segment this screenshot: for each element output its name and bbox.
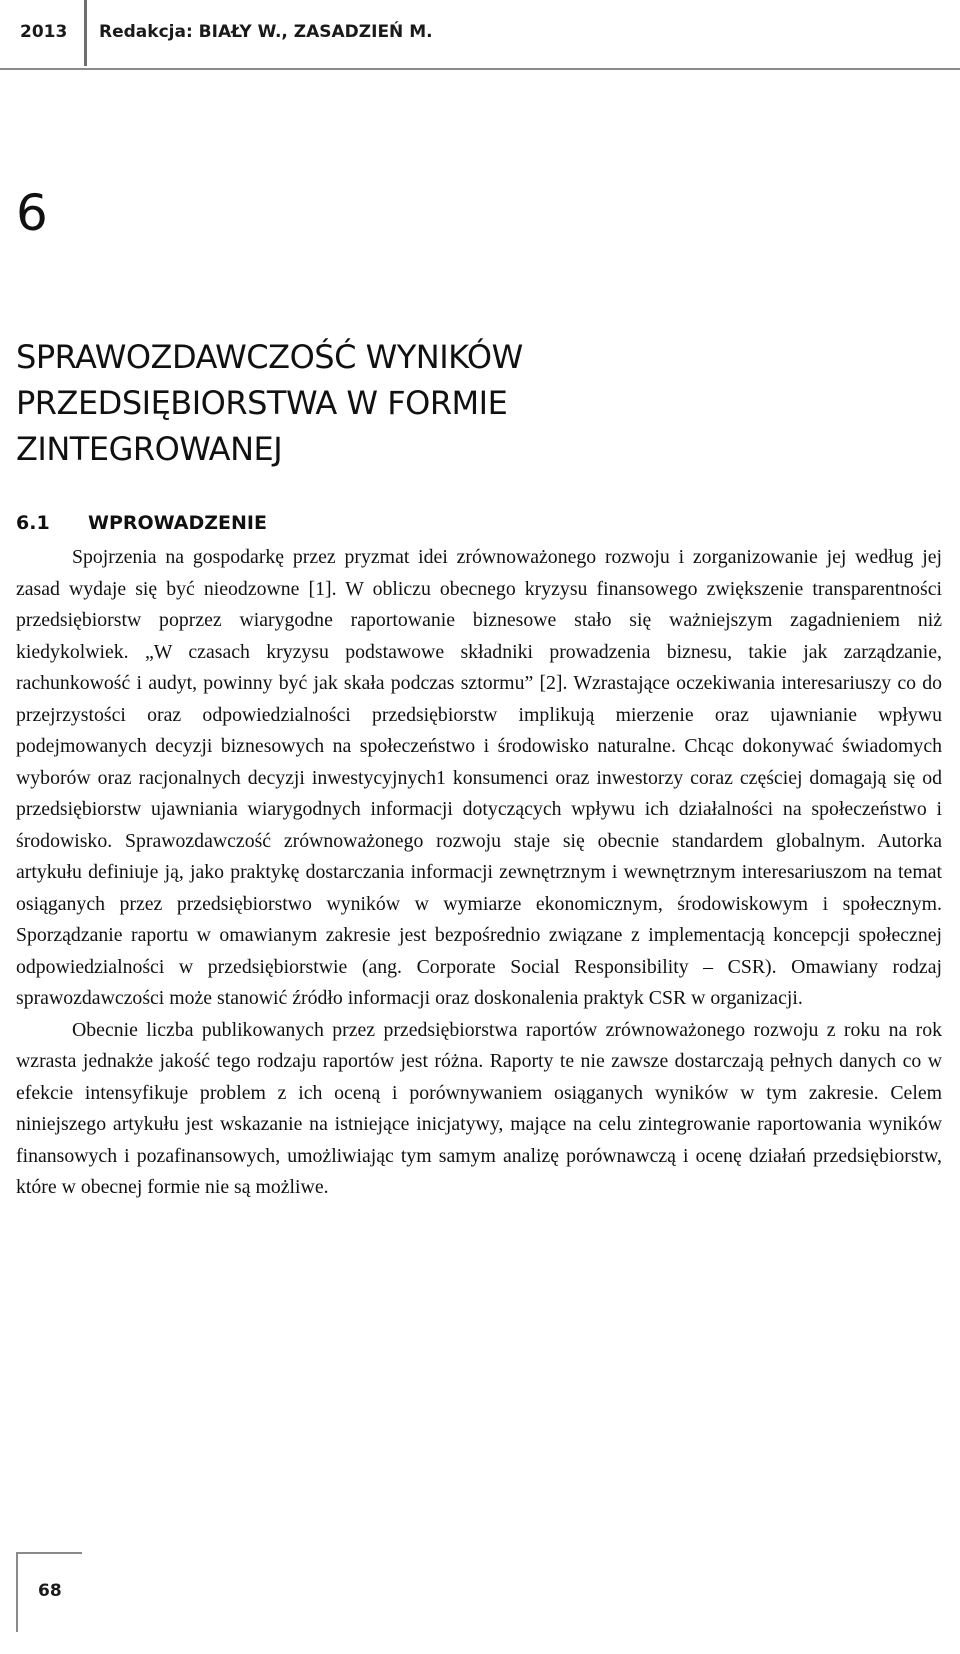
body-text [16, 542, 942, 1204]
header-horizontal-divider [0, 68, 960, 70]
chapter-title-line: SPRAWOZDAWCZOŚĆ WYNIKÓW [16, 338, 523, 376]
section-title: WPROWADZENIE [88, 512, 267, 534]
page-number: 68 [38, 1581, 62, 1601]
chapter-title [16, 334, 916, 472]
header-editors: Redakcja: BIAŁY W., ZASADZIEŃ M. [99, 22, 433, 42]
header-year: 2013 [20, 22, 68, 42]
chapter-title-line: PRZEDSIĘBIORSTWA W FORMIE [16, 384, 508, 422]
chapter-title-line: ZINTEGROWANEJ [16, 430, 283, 468]
header-vertical-divider [84, 0, 87, 66]
section-number: 6.1 [16, 512, 50, 534]
paragraph: Obecnie liczba publikowanych przez przedsiębiorstwa raportów zrównoważonego rozwoju z roku na rok wzrasta jednakże jakość tego rodzaju raportów jest różna. Raporty te nie zawsze dostarczają pełnych danych co w efekcie intensyfikuje problem z ich oceną i porównywaniem osiąganych wyników w tym zakresie. Celem niniejszego artykułu jest wskazanie na istniejące inicjatywy, mające na celu zintegrowanie raportowania wyników finansowych i pozafinansowych, umożliwiając tym samym analizę porównawczą i ocenę działań przedsiębiorstw, które w obecnej formie nie są możliwe. [16, 1018, 942, 1198]
chapter-number: 6 [16, 184, 48, 242]
running-header [0, 0, 960, 70]
paragraph: Spojrzenia na gospodarkę przez pryzmat idei zrównoważonego rozwoju i zorganizowanie jej według jej zasad wydaje się być nieodzowne [1]. W obliczu obecnego kryzysu finansowego zwiększenie transparentności przedsiębiorstw poprzez wiarygodne raportowanie biznesowe stało się ważniejszym zagadnieniem niż kiedykolwiek. „W czasach kryzysu podstawowe składniki prowadzenia biznesu, takie jak zarządzanie, rachunkowość i audyt, powinny być jak skała podczas sztormu” [2]. Wzrastające oczekiwania interesariuszy co do przejrzystości oraz odpowiedzialności przedsiębiorstw implikują mierzenie oraz ujawnianie wpływu podejmowanych decyzji biznesowych na społeczeństwo i środowisko naturalne. Chcąc dokonywać świadomych wyborów oraz racjonalnych decyzji inwestycyjnych1 konsumenci oraz inwestorzy coraz częściej domagają się od przedsiębiorstw ujawniania wiarygodnych informacji dotyczących wpływu ich działalności na społeczeństwo i środowisko. Sprawozdawczość zrównoważonego rozwoju staje się obecnie standardem globalnym. Autorka artykułu definiuje ją, jako praktykę dostarczania informacji zewnętrznym i wewnętrznym interesariuszom na temat osiąganych przez przedsiębiorstwo wyników w wymiarze ekonomicznym, środowiskowym i społecznym. Sporządzanie raportu w omawianym zakresie jest bezpośrednio związane z implementacją koncepcji społecznej odpowiedzialności w przedsiębiorstwie (ang. Corporate Social Responsibility – CSR). Omawiany rodzaj sprawozdawczości może stanowić źródło informacji oraz doskonalenia praktyk CSR w organizacji. [16, 546, 942, 1009]
section-heading [16, 514, 267, 533]
